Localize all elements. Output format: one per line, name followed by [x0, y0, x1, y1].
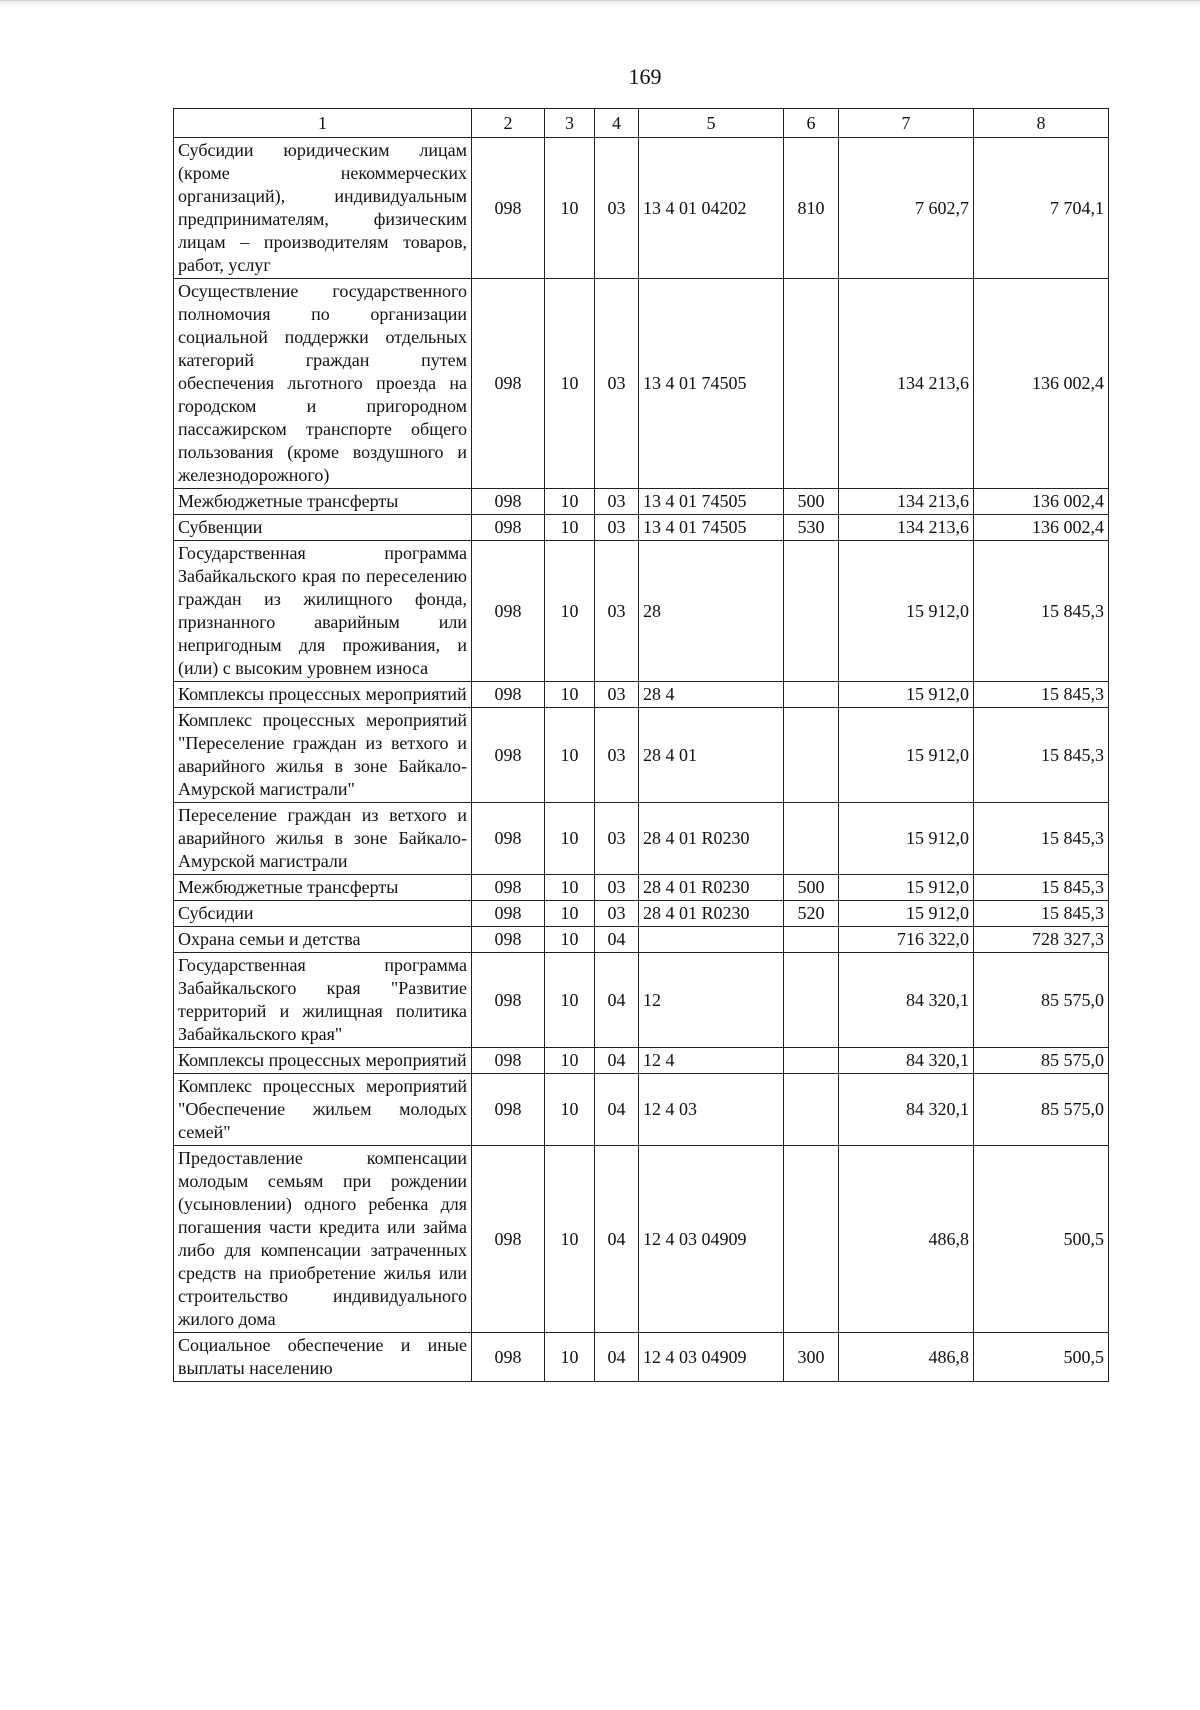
- amount-year-2: 500,5: [974, 1333, 1109, 1382]
- amount-year-1: 134 213,6: [839, 489, 974, 515]
- subsection-code: 03: [595, 803, 639, 875]
- target-article-code: [639, 927, 784, 953]
- subsection-code: 04: [595, 927, 639, 953]
- table-row: [174, 1048, 1109, 1074]
- expense-type-code: [784, 1146, 839, 1333]
- target-article-code: 13 4 01 74505: [639, 515, 784, 541]
- column-header: 8: [974, 109, 1109, 138]
- ministry-code: 098: [472, 682, 545, 708]
- expense-type-code: [784, 1048, 839, 1074]
- subsection-code: 04: [595, 953, 639, 1048]
- table-header: [174, 109, 1109, 138]
- subsection-code: 03: [595, 541, 639, 682]
- amount-year-2: 728 327,3: [974, 927, 1109, 953]
- target-article-code: 13 4 01 04202: [639, 138, 784, 279]
- expense-type-code: 520: [784, 901, 839, 927]
- section-code: 10: [545, 1048, 595, 1074]
- amount-year-1: 134 213,6: [839, 515, 974, 541]
- subsection-code: 04: [595, 1146, 639, 1333]
- target-article-code: 13 4 01 74505: [639, 279, 784, 489]
- item-name: Осуществление государственного полномочия по организации социальной поддержки отдельных категорий граждан путем обеспечения льготного проезда на городском и пригородном пассажирском транспорте общего пользования (кроме воздушного и железнодорожного): [174, 279, 472, 489]
- item-name: Государственная программа Забайкальского края "Развитие территорий и жилищная политика Забайкальского края": [174, 953, 472, 1048]
- section-code: 10: [545, 489, 595, 515]
- target-article-code: 28: [639, 541, 784, 682]
- subsection-code: 03: [595, 515, 639, 541]
- subsection-code: 03: [595, 901, 639, 927]
- ministry-code: 098: [472, 1333, 545, 1382]
- table-row: [174, 708, 1109, 803]
- ministry-code: 098: [472, 1074, 545, 1146]
- amount-year-1: 15 912,0: [839, 541, 974, 682]
- amount-year-1: 7 602,7: [839, 138, 974, 279]
- table-row: [174, 803, 1109, 875]
- ministry-code: 098: [472, 875, 545, 901]
- item-name: Комплекс процессных мероприятий "Переселение граждан из ветхого и аварийного жилья в зоне Байкало-Амурской магистрали": [174, 708, 472, 803]
- target-article-code: 13 4 01 74505: [639, 489, 784, 515]
- item-name: Государственная программа Забайкальского края по переселению граждан из жилищного фонда, признанного аварийным или непригодным для проживания, и (или) с высоким уровнем износа: [174, 541, 472, 682]
- amount-year-1: 84 320,1: [839, 953, 974, 1048]
- subsection-code: 03: [595, 138, 639, 279]
- ministry-code: 098: [472, 953, 545, 1048]
- table-row: [174, 901, 1109, 927]
- table-row: [174, 927, 1109, 953]
- expense-type-code: [784, 1074, 839, 1146]
- amount-year-1: 15 912,0: [839, 875, 974, 901]
- subsection-code: 03: [595, 682, 639, 708]
- table-row: [174, 489, 1109, 515]
- section-code: 10: [545, 927, 595, 953]
- column-header: 5: [639, 109, 784, 138]
- target-article-code: 12: [639, 953, 784, 1048]
- target-article-code: 28 4: [639, 682, 784, 708]
- subsection-code: 04: [595, 1048, 639, 1074]
- target-article-code: 12 4 03: [639, 1074, 784, 1146]
- column-header: 4: [595, 109, 639, 138]
- target-article-code: 12 4: [639, 1048, 784, 1074]
- expense-type-code: 530: [784, 515, 839, 541]
- ministry-code: 098: [472, 279, 545, 489]
- table-row: [174, 279, 1109, 489]
- column-header: 2: [472, 109, 545, 138]
- expense-type-code: 300: [784, 1333, 839, 1382]
- amount-year-2: 136 002,4: [974, 515, 1109, 541]
- ministry-code: 098: [472, 927, 545, 953]
- section-code: 10: [545, 279, 595, 489]
- expense-type-code: [784, 279, 839, 489]
- item-name: Охрана семьи и детства: [174, 927, 472, 953]
- target-article-code: 12 4 03 04909: [639, 1146, 784, 1333]
- item-name: Комплексы процессных мероприятий: [174, 682, 472, 708]
- subsection-code: 04: [595, 1074, 639, 1146]
- amount-year-2: 15 845,3: [974, 875, 1109, 901]
- table-row: [174, 682, 1109, 708]
- amount-year-1: 486,8: [839, 1146, 974, 1333]
- amount-year-1: 486,8: [839, 1333, 974, 1382]
- ministry-code: 098: [472, 1146, 545, 1333]
- table-row: [174, 138, 1109, 279]
- ministry-code: 098: [472, 138, 545, 279]
- item-name: Комплекс процессных мероприятий "Обеспечение жильем молодых семей": [174, 1074, 472, 1146]
- amount-year-2: 7 704,1: [974, 138, 1109, 279]
- section-code: 10: [545, 1074, 595, 1146]
- expense-type-code: [784, 541, 839, 682]
- item-name: Межбюджетные трансферты: [174, 875, 472, 901]
- section-code: 10: [545, 682, 595, 708]
- header-row: [174, 109, 1109, 138]
- amount-year-2: 136 002,4: [974, 489, 1109, 515]
- section-code: 10: [545, 138, 595, 279]
- column-header: 1: [174, 109, 472, 138]
- expense-type-code: 500: [784, 875, 839, 901]
- ministry-code: 098: [472, 901, 545, 927]
- table-row: [174, 515, 1109, 541]
- amount-year-2: 15 845,3: [974, 708, 1109, 803]
- amount-year-2: 85 575,0: [974, 1048, 1109, 1074]
- item-name: Предоставление компенсации молодым семьям при рождении (усыновлении) одного ребенка для погашения части кредита или займа либо для компенсации затраченных средств на приобретение жилья или строительство индивидуального жилого дома: [174, 1146, 472, 1333]
- item-name: Субсидии: [174, 901, 472, 927]
- amount-year-1: 15 912,0: [839, 708, 974, 803]
- amount-year-1: 134 213,6: [839, 279, 974, 489]
- expense-type-code: [784, 927, 839, 953]
- amount-year-2: 85 575,0: [974, 953, 1109, 1048]
- item-name: Комплексы процессных мероприятий: [174, 1048, 472, 1074]
- target-article-code: 12 4 03 04909: [639, 1333, 784, 1382]
- item-name: Субсидии юридическим лицам (кроме некоммерческих организаций), индивидуальным предпринимателям, физическим лицам – производителям товаров, работ, услуг: [174, 138, 472, 279]
- item-name: Межбюджетные трансферты: [174, 489, 472, 515]
- expense-type-code: [784, 682, 839, 708]
- table-row: [174, 1146, 1109, 1333]
- item-name: Субвенции: [174, 515, 472, 541]
- amount-year-1: 15 912,0: [839, 682, 974, 708]
- table-body: [174, 138, 1109, 1382]
- expense-type-code: [784, 953, 839, 1048]
- amount-year-2: 15 845,3: [974, 682, 1109, 708]
- section-code: 10: [545, 1333, 595, 1382]
- table-row: [174, 1074, 1109, 1146]
- section-code: 10: [545, 803, 595, 875]
- amount-year-2: 15 845,3: [974, 541, 1109, 682]
- expense-type-code: [784, 803, 839, 875]
- ministry-code: 098: [472, 489, 545, 515]
- target-article-code: 28 4 01 R0230: [639, 901, 784, 927]
- section-code: 10: [545, 515, 595, 541]
- amount-year-2: 136 002,4: [974, 279, 1109, 489]
- amount-year-1: 15 912,0: [839, 803, 974, 875]
- subsection-code: 04: [595, 1333, 639, 1382]
- scan-top-edge: [0, 0, 1200, 7]
- ministry-code: 098: [472, 708, 545, 803]
- ministry-code: 098: [472, 803, 545, 875]
- target-article-code: 28 4 01 R0230: [639, 875, 784, 901]
- amount-year-2: 85 575,0: [974, 1074, 1109, 1146]
- table-row: [174, 541, 1109, 682]
- amount-year-2: 15 845,3: [974, 803, 1109, 875]
- section-code: 10: [545, 953, 595, 1048]
- subsection-code: 03: [595, 279, 639, 489]
- page-number: 169: [628, 64, 662, 89]
- section-code: 10: [545, 541, 595, 682]
- table-row: [174, 875, 1109, 901]
- amount-year-1: 716 322,0: [839, 927, 974, 953]
- table-row: [174, 1333, 1109, 1382]
- amount-year-1: 84 320,1: [839, 1048, 974, 1074]
- expense-type-code: 500: [784, 489, 839, 515]
- subsection-code: 03: [595, 708, 639, 803]
- section-code: 10: [545, 875, 595, 901]
- amount-year-1: 84 320,1: [839, 1074, 974, 1146]
- item-name: Переселение граждан из ветхого и аварийного жилья в зоне Байкало-Амурской магистрали: [174, 803, 472, 875]
- budget-table: [173, 108, 1109, 1382]
- amount-year-1: 15 912,0: [839, 901, 974, 927]
- section-code: 10: [545, 901, 595, 927]
- target-article-code: 28 4 01: [639, 708, 784, 803]
- subsection-code: 03: [595, 875, 639, 901]
- section-code: 10: [545, 1146, 595, 1333]
- table-row: [174, 953, 1109, 1048]
- expense-type-code: [784, 708, 839, 803]
- ministry-code: 098: [472, 1048, 545, 1074]
- ministry-code: 098: [472, 515, 545, 541]
- target-article-code: 28 4 01 R0230: [639, 803, 784, 875]
- item-name: Социальное обеспечение и иные выплаты населению: [174, 1333, 472, 1382]
- amount-year-2: 15 845,3: [974, 901, 1109, 927]
- section-code: 10: [545, 708, 595, 803]
- column-header: 3: [545, 109, 595, 138]
- subsection-code: 03: [595, 489, 639, 515]
- expense-type-code: 810: [784, 138, 839, 279]
- column-header: 6: [784, 109, 839, 138]
- amount-year-2: 500,5: [974, 1146, 1109, 1333]
- column-header: 7: [839, 109, 974, 138]
- ministry-code: 098: [472, 541, 545, 682]
